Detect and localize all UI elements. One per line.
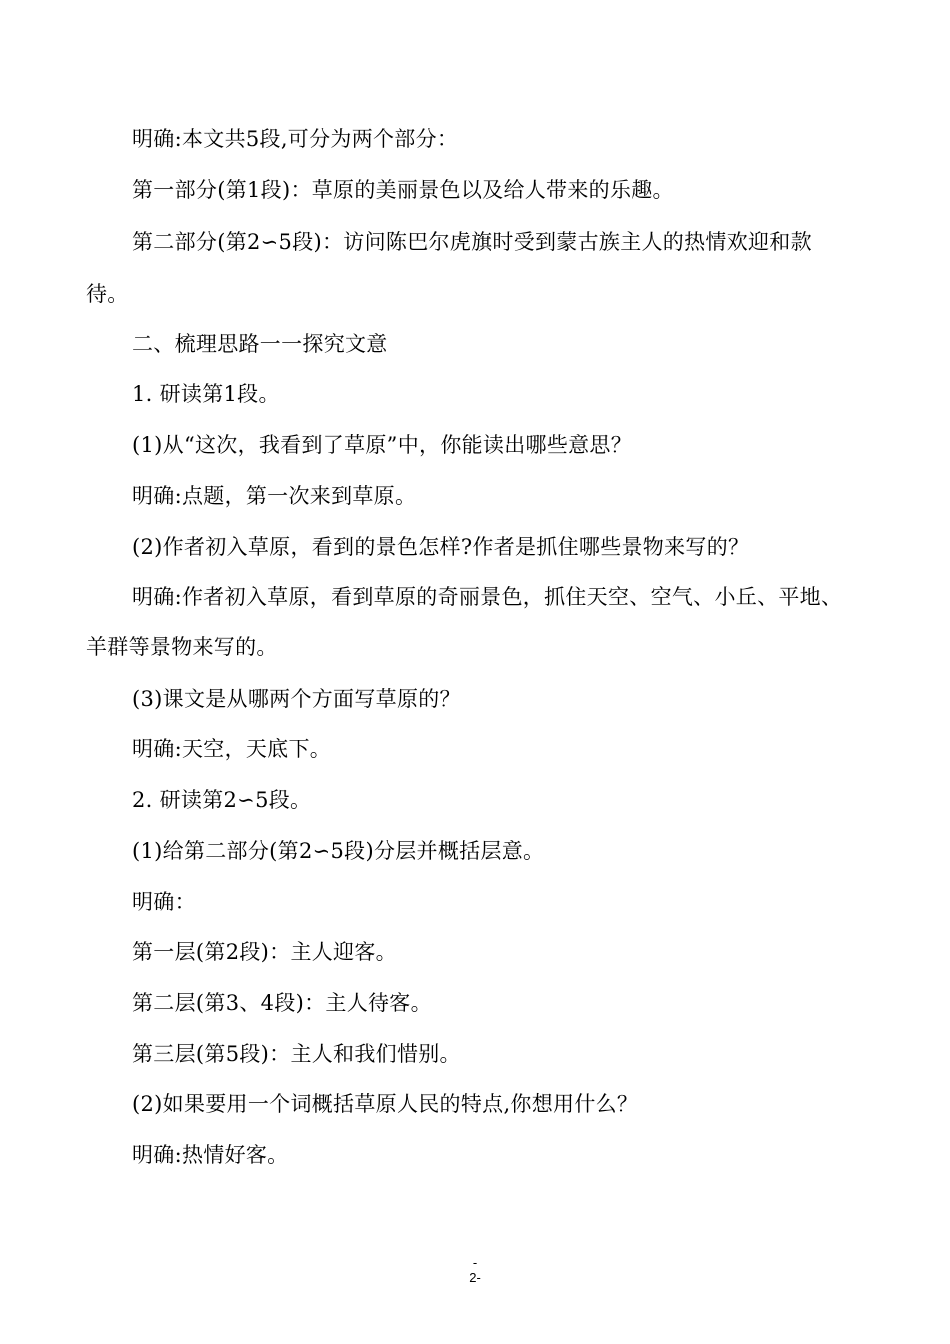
paragraph-line: 明确:点题，第一次来到草原。 xyxy=(132,484,417,508)
paragraph-line: 第二层(第3、4段)：主人待客。 xyxy=(132,991,432,1015)
paragraph-line: (1)从“这次，我看到了草原”中，你能读出哪些意思？ xyxy=(132,433,633,457)
paragraph-line: 1. 研读第1段。 xyxy=(132,382,280,406)
paragraph-line: 明确:本文共5段,可分为两个部分： xyxy=(132,127,459,151)
paragraph-line: (2)作者初入草原，看到的景色怎样?作者是抓住哪些景物来写的？ xyxy=(132,535,750,559)
paragraph-line: (1)给第二部分(第2∽5段)分层并概括层意。 xyxy=(132,839,545,863)
paragraph-line: 第三层(第5段)：主人和我们惜别。 xyxy=(132,1042,461,1066)
page-number: 2- xyxy=(469,1270,481,1285)
section-heading: 二、梳理思路一一探究文意 xyxy=(132,332,388,356)
paragraph-line: 第一部分(第1段)：草原的美丽景色以及给人带来的乐趣。 xyxy=(132,178,674,202)
paragraph-line: 2. 研读第2∽5段。 xyxy=(132,788,312,812)
paragraph-line: 第二部分(第2∽5段)：访问陈巴尔虎旗时受到蒙古族主人的热情欢迎和款 xyxy=(132,230,812,254)
paragraph-line: 明确:作者初入草原，看到草原的奇丽景色，抓住天空、空气、小丘、平地、 xyxy=(132,585,843,609)
paragraph-line: 羊群等景物来写的。 xyxy=(86,635,278,659)
paragraph-line: 明确： xyxy=(132,890,196,914)
paragraph-line: 待。 xyxy=(86,282,129,306)
paragraph-line: 第一层(第2段)：主人迎客。 xyxy=(132,940,397,964)
paragraph-line: (2)如果要用一个词概括草原人民的特点,你想用什么？ xyxy=(132,1092,639,1116)
paragraph-line: (3)课文是从哪两个方面写草原的？ xyxy=(132,687,461,711)
footer-dash: - xyxy=(472,1255,478,1270)
paragraph-line: 明确:热情好客。 xyxy=(132,1143,289,1167)
paragraph-line: 明确:天空，天底下。 xyxy=(132,737,332,761)
